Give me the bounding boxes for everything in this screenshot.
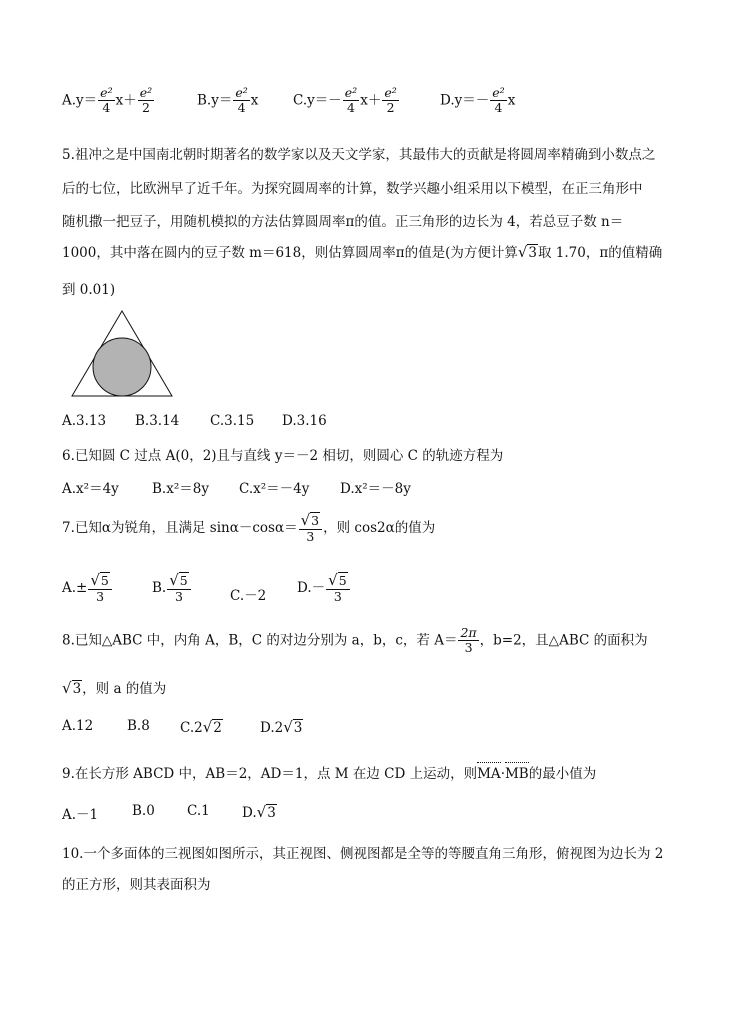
q8-option-c: C.2√2 (180, 718, 222, 736)
q7-option-b: B. $\frac{√5}{3}$ (152, 572, 192, 605)
q5-options (62, 413, 362, 433)
q4-option-a: A.y＝ $\frac{\text{e²}}{4}$ x＋ $\frac{\text{e²}}{2}$ (62, 85, 153, 116)
q8-option-d: D.2√3 (260, 718, 303, 736)
fraction: $\frac{\text{e²}}{2}$ (384, 85, 397, 116)
q7-option-a: A.± $\frac{√5}{3}$ (62, 572, 113, 605)
q8-stem: 8.已知△ABC 中，内角 A，B，C 的对边分别为 a，b，c，若 A＝ $\frac{2\pi}{3}$ ，b=2，且△ABC 的面积为 (62, 625, 648, 656)
q9-option-b: B.0 (132, 803, 155, 819)
sqrt-expression: √3 (517, 243, 538, 261)
fraction: $\frac{√3}{3}$ (299, 512, 323, 545)
q9-option-d: D.√3 (242, 803, 276, 821)
q5-option-c: C.3.15 (210, 413, 255, 429)
fraction: $\frac{\text{e²}}{2}$ (139, 85, 153, 116)
q4-options (62, 84, 682, 124)
q5-option-d: D.3.16 (282, 413, 327, 429)
q5-option-b: B.3.14 (135, 413, 180, 429)
q5-line-1: 5.祖冲之是中国南北朝时期著名的数学家以及天文学家，其最伟大的贡献是将圆周率精确到小数点之 (62, 147, 656, 163)
fraction: $\frac{\text{e²}}{4}$ (235, 85, 248, 116)
fraction: $\frac{√5}{3}$ (88, 572, 112, 605)
q8-option-a: A.12 (62, 718, 94, 734)
q7-option-c: C.－2 (230, 588, 267, 604)
q7-options (62, 572, 382, 616)
q9-stem: 9.在长方形 ABCD 中，AB＝2，AD＝1，点 M 在边 CD 上运动，则 MA· MB的最小值为 (62, 762, 596, 782)
q5-triangle-circle-figure (70, 310, 174, 398)
q8-option-b: B.8 (127, 718, 150, 734)
q7-option-d: D.－ $\frac{√5}{3}$ (297, 572, 351, 605)
q8-line-2: √3，则 a 的值为 (62, 679, 167, 697)
fraction: $\frac{2\pi}{3}$ (460, 625, 477, 656)
q6-options (62, 477, 442, 497)
q5-line-4: 1000，其中落在圆内的豆子数 m＝618，则估算圆周率π的值是(为方便计算√3取 1.70，π的值精确 (62, 243, 663, 261)
q4-option-d: D.y＝－ $\frac{\text{e²}}{4}$ x (440, 85, 516, 116)
q6-option-d: D.x²＝－8y (340, 481, 411, 497)
fraction: $\frac{\text{e²}}{4}$ (100, 85, 113, 116)
q5-option-a: A.3.13 (62, 413, 107, 429)
vector-ma: MA (477, 762, 501, 782)
fraction: $\frac{\text{e²}}{4}$ (344, 85, 358, 116)
inscribed-circle (93, 338, 151, 396)
q5-line-3: 随机撒一把豆子，用随机模拟的方法估算圆周率π的值。正三角形的边长为 4，若总豆子数 n＝ (62, 214, 624, 230)
q10-line-1: 10.一个多面体的三视图如图所示，其正视图、侧视图都是全等的等腰直角三角形，俯视图为边长为 2 (62, 846, 664, 862)
q4-option-b: B.y＝ $\frac{\text{e²}}{4}$ x (197, 85, 259, 116)
q9-option-a: A.－1 (62, 807, 99, 823)
fraction: $\frac{√5}{3}$ (167, 572, 191, 605)
q6-option-b: B.x²＝8y (152, 481, 209, 497)
q8-options (62, 718, 382, 742)
q9-option-c: C.1 (187, 803, 210, 819)
q6-stem: 6.已知圆 C 过点 A(0，2)且与直线 y＝－2 相切，则圆心 C 的轨迹方程为 (62, 448, 504, 464)
q9-options (62, 803, 362, 827)
q5-line-2: 后的七位，比欧洲早了近千年。为探究圆周率的计算，数学兴趣小组采用以下模型，在正三角形中 (62, 181, 643, 197)
q5-line-5: 到 0.01) (62, 282, 116, 298)
sqrt-expression: √3 (62, 679, 82, 697)
q10-line-2: 的正方形，则其表面积为 (62, 877, 211, 893)
q6-option-c: C.x²＝－4y (239, 481, 310, 497)
vector-mb: MB (505, 762, 529, 782)
q7-stem: 7.已知α为锐角，且满足 sinα－cosα＝ $\frac{√3}{3}$ ，则 cos2α的值为 (62, 511, 436, 545)
q4-option-c: C.y＝－ $\frac{\text{e²}}{4}$ x＋ $\frac{\text{e²}}{2}$ (293, 85, 397, 116)
fraction: $\frac{\text{e²}}{4}$ (492, 85, 505, 116)
q6-option-a: A.x²＝4y (62, 481, 119, 497)
fraction: $\frac{√5}{3}$ (326, 572, 350, 605)
